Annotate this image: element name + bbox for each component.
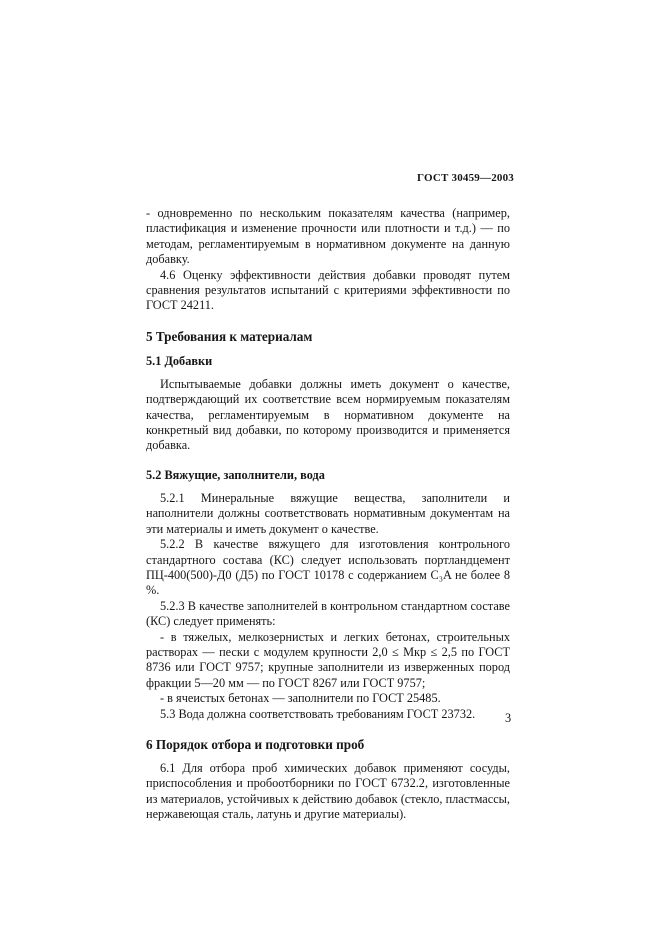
document-body xyxy=(146,206,510,823)
para-list-item-simultaneous: - одновременно по нескольким показателям качества (например, пластификация и изменение прочности или плотности и т.д.) — по методам, регламентируемым в нормативном документе на данную добавку. xyxy=(146,206,510,267)
page-number: 3 xyxy=(505,711,512,725)
para-5-2-3-heavy-concrete: - в тяжелых, мелкозернистых и легких бетонах, строительных растворах — пески с модулем крупности 2,0 ≤ Mкр ≤ 2,5 по ГОСТ 8736 или ГОСТ 9757; крупные заполнители из изверженных пород фракции 5—20 мм — по ГОСТ 8267 или ГОСТ 9757; xyxy=(146,629,510,690)
subsection-heading-5-1: 5.1 Добавки xyxy=(146,353,213,368)
para-5-2-1: 5.2.1 Минеральные вяжущие вещества, заполнители и наполнители должны соответствовать нормативным документам на эти материалы и иметь документ о качестве. xyxy=(146,490,510,536)
para-6-1: 6.1 Для отбора проб химических добавок применяют сосуды, приспособления и пробоотборники по ГОСТ 6732.2, изготовленные из материалов, устойчивых к действию добавок (стекло, пластмассы, нержавеющая сталь, латунь и другие материалы). xyxy=(146,760,510,822)
section-heading-5: 5 Требования к материалам xyxy=(146,328,313,344)
standard-code: ГОСТ 30459—2003 xyxy=(417,172,514,184)
section-heading-6: 6 Порядок отбора и подготовки проб xyxy=(146,736,365,752)
para-4-6: 4.6 Оценку эффективности действия добавки проводят путем сравнения результатов испытаний с критериями эффективности по ГОСТ 24211. xyxy=(146,267,510,313)
para-5-2-2: 5.2.2 В качестве вяжущего для изготовления контрольного стандартного состава (КС) следует использовать портландцемент ПЦ-400(500)-Д0 (Д5) по ГОСТ 10178 с содержанием C₃A не более 8 %. xyxy=(146,537,510,598)
para-5-2-3: 5.2.3 В качестве заполнителей в контрольном стандартном составе (КС) следует применять: xyxy=(146,598,510,629)
para-5-3: 5.3 Вода должна соответствовать требованиям ГОСТ 23732. xyxy=(160,706,476,721)
para-5-2-3-cellular-concrete: - в ячеистых бетонах — заполнители по ГОСТ 25485. xyxy=(160,691,441,706)
subsection-heading-5-2: 5.2 Вяжущие, заполнители, вода xyxy=(146,467,325,482)
para-5-1: Испытываемые добавки должны иметь документ о качестве, подтверждающий их соответствие всем нормируемым показателям качества, регламентируемым в нормативном документе на конкретный вид добавки, по которому производится и применяется добавка. xyxy=(146,376,510,453)
